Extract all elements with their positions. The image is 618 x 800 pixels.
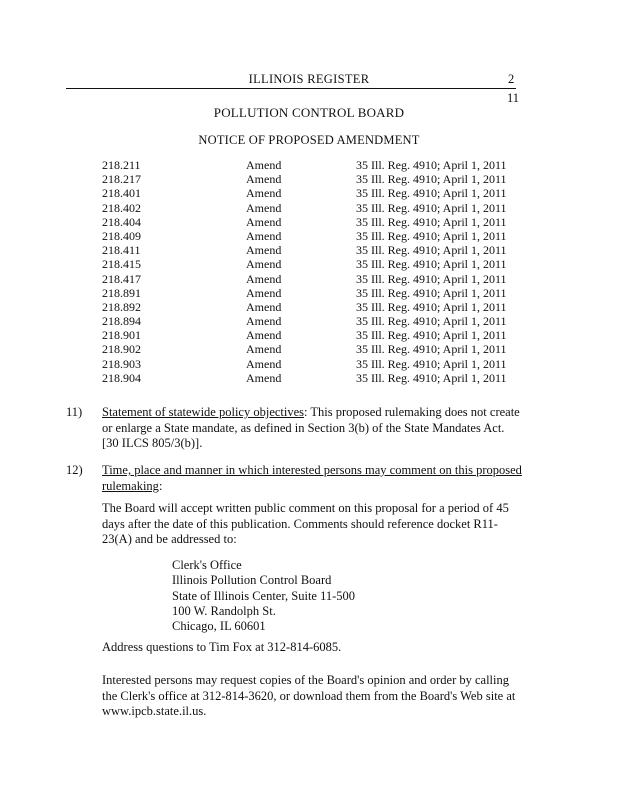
section-number: 218.904 — [102, 370, 141, 385]
mailing-address — [172, 558, 355, 634]
section-number: 218.892 — [102, 299, 141, 314]
section-action: Amend — [246, 356, 282, 371]
table-row — [0, 286, 618, 300]
section-action: Amend — [246, 328, 282, 343]
item-12-heading: Time, place and manner in which interested persons may comment on this proposed rulemaking — [102, 463, 522, 493]
section-number: 218.411 — [102, 243, 141, 258]
table-row — [0, 314, 618, 328]
section-number: 218.217 — [102, 172, 141, 187]
section-reference: 35 Ill. Reg. 4910; April 1, 2011 — [356, 214, 507, 229]
section-reference: 35 Ill. Reg. 4910; April 1, 2011 — [356, 285, 507, 300]
address-line: 100 W. Randolph St. — [172, 603, 276, 618]
table-row — [0, 357, 618, 371]
table-row — [0, 257, 618, 271]
section-number: 218.404 — [102, 214, 141, 229]
table-row — [0, 371, 618, 385]
item-12-heading-suffix: : — [158, 478, 163, 493]
board-name: POLLUTION CONTROL BOARD — [213, 105, 405, 120]
table-row — [0, 215, 618, 229]
table-row — [0, 272, 618, 286]
item-12-heading-line — [102, 463, 522, 494]
item-number-11: 11) — [66, 405, 83, 419]
section-reference: 35 Ill. Reg. 4910; April 1, 2011 — [356, 158, 507, 172]
table-row — [0, 328, 618, 342]
section-reference: 35 Ill. Reg. 4910; April 1, 2011 — [356, 299, 507, 314]
notice-title: NOTICE OF PROPOSED AMENDMENT — [198, 133, 420, 147]
table-row — [0, 201, 618, 215]
item-12-paragraph-3: Interested persons may request copies of the Board's opinion and order by calling the Clerk's office at 312-814-3620, or download them from the Board's Web site at www.ipcb.state.il.us. — [102, 673, 516, 718]
item-11-text — [102, 405, 522, 452]
item-12-paragraph-2: Address questions to Tim Fox at 312-814-6085. — [102, 640, 342, 654]
address-line: Chicago, IL 60601 — [172, 619, 266, 634]
section-number: 218.417 — [102, 271, 141, 286]
section-action: Amend — [246, 186, 282, 201]
section-number: 218.891 — [102, 285, 141, 300]
table-row — [0, 186, 618, 200]
section-number: 218.903 — [102, 356, 141, 371]
section-reference: 35 Ill. Reg. 4910; April 1, 2011 — [356, 342, 507, 357]
section-number: 218.401 — [102, 186, 141, 201]
section-action: Amend — [246, 200, 282, 215]
item-12-paragraph-1: The Board will accept written public comment on this proposal for a period of 45 days after the date of this publication. Comments should reference docket R11-23(A) and be addressed to: — [102, 501, 509, 546]
table-row — [0, 243, 618, 257]
table-row — [0, 158, 618, 172]
address-line: Illinois Pollution Control Board — [172, 573, 332, 588]
address-line: Clerk's Office — [172, 558, 242, 572]
page-number-secondary: 11 — [507, 91, 520, 105]
section-reference: 35 Ill. Reg. 4910; April 1, 2011 — [356, 243, 507, 258]
section-reference: 35 Ill. Reg. 4910; April 1, 2011 — [356, 328, 507, 343]
section-action: Amend — [246, 228, 282, 243]
item-11-body: : This proposed rulemaking does not create or enlarge a State mandate, as defined in Section 3(b) of the State Mandates Act. [30 ILCS 805/3(b)]. — [102, 405, 520, 450]
section-reference: 35 Ill. Reg. 4910; April 1, 2011 — [356, 370, 507, 385]
section-number: 218.894 — [102, 314, 141, 329]
section-action: Amend — [246, 314, 282, 329]
section-action: Amend — [246, 285, 282, 300]
page-number: 2 — [508, 72, 515, 86]
section-action: Amend — [246, 257, 282, 272]
section-reference: 35 Ill. Reg. 4910; April 1, 2011 — [356, 356, 507, 371]
section-action: Amend — [246, 370, 282, 385]
section-number: 218.211 — [102, 158, 141, 172]
section-action: Amend — [246, 299, 282, 314]
section-number: 218.415 — [102, 257, 141, 272]
section-reference: 35 Ill. Reg. 4910; April 1, 2011 — [356, 200, 507, 215]
table-row — [0, 229, 618, 243]
section-number: 218.902 — [102, 342, 141, 357]
section-reference: 35 Ill. Reg. 4910; April 1, 2011 — [356, 186, 507, 201]
section-number: 218.409 — [102, 228, 141, 243]
section-action: Amend — [246, 172, 282, 187]
table-row — [0, 172, 618, 186]
section-reference: 35 Ill. Reg. 4910; April 1, 2011 — [356, 228, 507, 243]
register-title: ILLINOIS REGISTER — [248, 72, 370, 86]
section-action: Amend — [246, 214, 282, 229]
section-action: Amend — [246, 342, 282, 357]
item-number-12: 12) — [66, 463, 83, 477]
item-11-heading: Statement of statewide policy objectives — [102, 405, 305, 419]
section-number: 218.402 — [102, 200, 141, 215]
section-action: Amend — [246, 158, 282, 172]
section-reference: 35 Ill. Reg. 4910; April 1, 2011 — [356, 314, 507, 329]
section-reference: 35 Ill. Reg. 4910; April 1, 2011 — [356, 257, 507, 272]
section-reference: 35 Ill. Reg. 4910; April 1, 2011 — [356, 271, 507, 286]
address-line: State of Illinois Center, Suite 11-500 — [172, 588, 356, 603]
section-action: Amend — [246, 271, 282, 286]
section-reference: 35 Ill. Reg. 4910; April 1, 2011 — [356, 172, 507, 187]
table-row — [0, 300, 618, 314]
section-number: 218.901 — [102, 328, 141, 343]
section-action: Amend — [246, 243, 282, 258]
sections-table — [0, 158, 618, 385]
table-row — [0, 342, 618, 356]
header-rule — [66, 88, 516, 89]
